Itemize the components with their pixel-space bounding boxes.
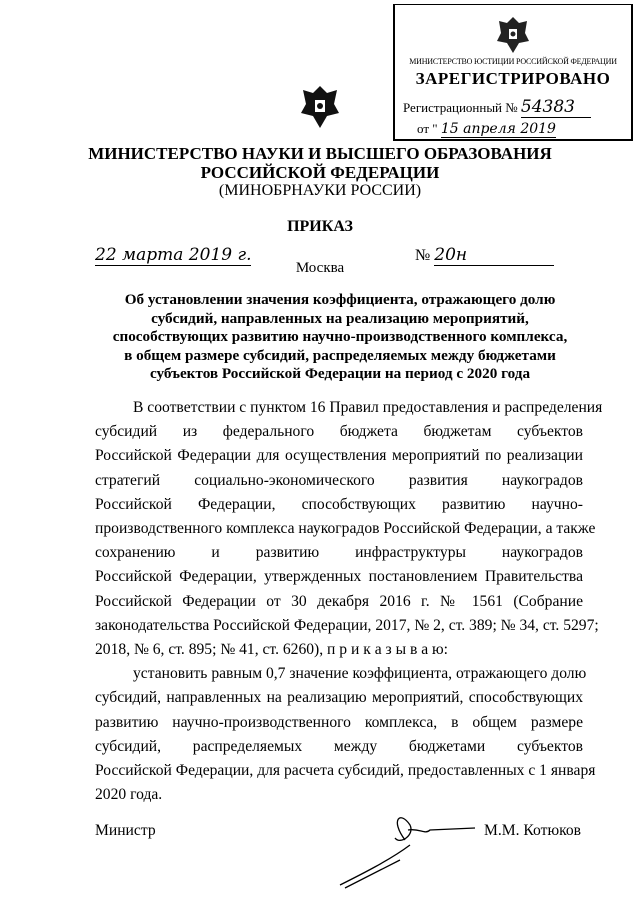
stamp-reg-label: Регистрационный № <box>403 100 518 115</box>
coat-of-arms-icon <box>493 13 533 55</box>
text-line: субсидий, направленных на реализацию мероприятий, способствующих <box>95 689 583 707</box>
text-line: субсидий, распределяемых между бюджетами субъектов <box>95 737 583 755</box>
stamp-reg-number: 54383 <box>521 97 591 118</box>
text-line: Российской Федерации для осуществления мероприятий по реализации <box>95 447 583 465</box>
text-line: Российской Федерации, для расчета субсидий, предоставленных с 1 января <box>95 762 596 780</box>
order-date: 22 марта 2019 г. <box>95 245 252 265</box>
title-line: Об установлении значения коэффициента, отражающего долю <box>124 291 556 308</box>
text-line: Российской Федерации, способствующих развитию научно- <box>95 495 583 513</box>
ministry-short-name: (МИНОБРНАУКИ РОССИИ) <box>218 182 422 199</box>
text-line: Российской Федерации от 30 декабря 2016 г. № 1561 (Собрание <box>95 592 583 610</box>
text-line: Российской Федерации, утвержденных постановлением Правительства <box>95 568 583 586</box>
handwritten-signature <box>330 800 480 895</box>
title-line: в общем размере субсидий, распределяемых между бюджетами <box>124 346 556 364</box>
title-line: субъектов Российской Федерации на период с 2020 года <box>149 365 531 383</box>
text-line: В соответствии с пунктом 16 Правил предоставления и распределения <box>133 399 603 416</box>
stamp-status: ЗАРЕГИСТРИРОВАНО <box>415 69 611 88</box>
stamp-date-row <box>417 121 556 138</box>
document-body <box>95 396 603 807</box>
title-line: способствующих развитию научно-производственного комплекса, <box>112 328 568 346</box>
text-line: субсидий из федерального бюджета бюджетам субъектов <box>95 423 583 441</box>
ministry-name: МИНИСТЕРСТВО НАУКИ И ВЫСШЕГО ОБРАЗОВАНИЯ <box>88 144 552 163</box>
stamp-reg-number-row <box>403 97 591 118</box>
text-line: развитию научно-производственного комплекса, в общем размере <box>95 713 583 731</box>
stamp-ministry: МИНИСТЕРСТВО ЮСТИЦИИ РОССИЙСКОЙ ФЕДЕРАЦИИ <box>409 57 617 66</box>
text-line: стратегий социально-экономического развития наукоградов <box>95 471 583 489</box>
order-city: Москва <box>295 260 345 276</box>
coat-of-arms-icon <box>298 82 342 130</box>
stamp-date: 15 апреля 2019 <box>440 121 556 137</box>
order-number-label: № <box>415 247 431 264</box>
paragraph-order <box>95 662 596 807</box>
text-line: 2018, № 6, ст. 895; № 41, ст. 6260), п р и к а з ы в а ю: <box>95 641 449 659</box>
text-line: установить равным 0,7 значение коэффициента, отражающего долю <box>133 665 587 683</box>
text-line: сохранению и развитию инфраструктуры наукоградов <box>95 544 583 562</box>
text-line: 2020 года. <box>95 786 163 804</box>
signatory-position: Министр <box>95 822 156 839</box>
registration-stamp <box>393 4 633 141</box>
text-line: производственного комплекса наукоградов Российской Федерации, а также <box>95 520 596 538</box>
signatory-name: М.М. Котюков <box>484 822 582 839</box>
stamp-date-prefix: от " <box>417 121 438 136</box>
paragraph-preamble <box>95 396 603 662</box>
document-title <box>90 291 590 384</box>
order-number: 20н <box>434 245 554 266</box>
text-line: законодательства Российской Федерации, 2017, № 2, ст. 389; № 34, ст. 5297; <box>95 616 599 634</box>
title-line: субсидий, направленных на реализацию мероприятий, <box>151 309 529 327</box>
ministry-country: РОССИЙСКОЙ ФЕДЕРАЦИИ <box>200 163 440 182</box>
document-type: ПРИКАЗ <box>287 218 353 235</box>
